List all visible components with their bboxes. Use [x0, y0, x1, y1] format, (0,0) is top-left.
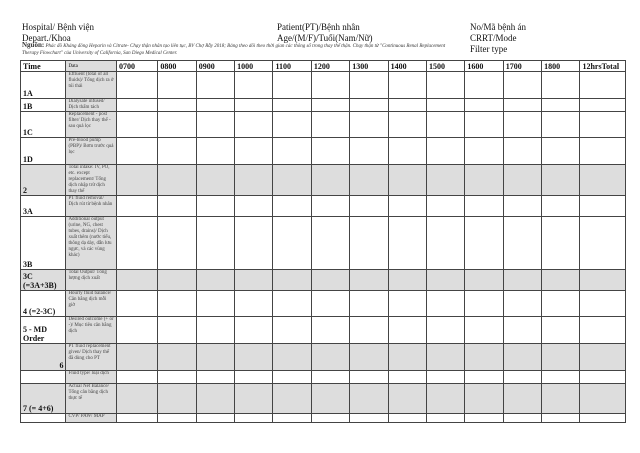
table-row — [21, 317, 626, 344]
entry-cell[interactable] — [235, 217, 273, 270]
entry-cell[interactable] — [158, 72, 196, 99]
header-right — [470, 22, 526, 55]
entry-cell[interactable] — [388, 414, 426, 423]
entry-cell[interactable] — [311, 317, 349, 344]
entry-cell[interactable] — [503, 270, 541, 291]
table-row — [21, 371, 626, 384]
entry-cell[interactable] — [116, 112, 157, 138]
entry-cell[interactable] — [542, 344, 580, 371]
entry-cell[interactable] — [350, 371, 388, 384]
row-time-label: 3C (=3A+3B) — [21, 270, 66, 291]
entry-cell[interactable] — [426, 371, 464, 384]
entry-cell[interactable] — [158, 291, 196, 317]
entry-cell[interactable] — [350, 217, 388, 270]
column-header: 0700 — [116, 61, 157, 72]
entry-cell[interactable] — [158, 112, 196, 138]
column-header: 1300 — [350, 61, 388, 72]
entry-cell[interactable] — [580, 112, 626, 138]
source-text: Phác đồ Kháng đông Heparin và Citrate- Chạy thận nhân tạo liên tục, BV Chợ Rẫy 2018; Bảng theo dõi theo thời gian các thông số trong thay thế thận. Chạy thận từ "Continuous Renal Replacement Therapy Flowchart" của University of California, San Diego Medical Center. — [22, 44, 446, 56]
entry-cell[interactable] — [350, 99, 388, 112]
entry-cell[interactable] — [196, 414, 234, 423]
entry-cell[interactable] — [542, 196, 580, 217]
entry-cell[interactable] — [116, 165, 157, 196]
entry-cell[interactable] — [116, 344, 157, 371]
entry-cell[interactable] — [196, 317, 234, 344]
row-time-label: 2 — [21, 165, 66, 196]
row-data-label: Total intake: IV, PO, etc. except replacement/ Tổng dịch nhập trừ dịch thay thế — [66, 165, 117, 196]
header-row — [21, 61, 626, 72]
entry-cell[interactable] — [273, 196, 311, 217]
column-header: 1700 — [503, 61, 541, 72]
column-header: 1500 — [426, 61, 464, 72]
column-header: 1100 — [273, 61, 311, 72]
entry-cell[interactable] — [350, 344, 388, 371]
entry-cell[interactable] — [350, 112, 388, 138]
entry-cell[interactable] — [503, 344, 541, 371]
entry-cell[interactable] — [426, 317, 464, 344]
entry-cell[interactable] — [580, 371, 626, 384]
entry-cell[interactable] — [158, 384, 196, 414]
entry-cell[interactable] — [196, 112, 234, 138]
entry-cell[interactable] — [542, 165, 580, 196]
entry-cell[interactable] — [273, 384, 311, 414]
entry-cell[interactable] — [503, 165, 541, 196]
entry-cell[interactable] — [503, 414, 541, 423]
row-data-label: Desired outcome (+ or -)/ Mục tiêu cân bằng dịch — [66, 317, 117, 344]
entry-cell[interactable] — [235, 165, 273, 196]
entry-cell[interactable] — [542, 384, 580, 414]
table-row — [21, 291, 626, 317]
entry-cell[interactable] — [465, 99, 503, 112]
source-label: Nguồn: — [22, 41, 45, 49]
entry-cell[interactable] — [116, 414, 157, 423]
entry-cell[interactable] — [158, 371, 196, 384]
entry-cell[interactable] — [426, 384, 464, 414]
entry-cell[interactable] — [580, 99, 626, 112]
entry-cell[interactable] — [465, 371, 503, 384]
entry-cell[interactable] — [196, 344, 234, 371]
table-row — [21, 72, 626, 99]
entry-cell[interactable] — [273, 72, 311, 99]
entry-cell[interactable] — [235, 414, 273, 423]
entry-cell[interactable] — [426, 414, 464, 423]
no-label: No/Mã bệnh án — [470, 22, 526, 32]
entry-cell[interactable] — [503, 317, 541, 344]
entry-cell[interactable] — [273, 165, 311, 196]
table-row — [21, 270, 626, 291]
entry-cell[interactable] — [158, 217, 196, 270]
entry-cell[interactable] — [311, 112, 349, 138]
entry-cell[interactable] — [350, 72, 388, 99]
entry-cell[interactable] — [580, 414, 626, 423]
entry-cell[interactable] — [273, 371, 311, 384]
row-data-label: Fluid type/ loại dịch — [66, 371, 117, 384]
entry-cell[interactable] — [273, 317, 311, 344]
entry-cell[interactable] — [388, 99, 426, 112]
entry-cell[interactable] — [350, 270, 388, 291]
entry-cell[interactable] — [503, 99, 541, 112]
entry-cell[interactable] — [350, 165, 388, 196]
row-time-label: 4 (=2-3C) — [21, 291, 66, 317]
entry-cell[interactable] — [196, 217, 234, 270]
entry-cell[interactable] — [542, 414, 580, 423]
entry-cell[interactable] — [580, 270, 626, 291]
entry-cell[interactable] — [311, 344, 349, 371]
entry-cell[interactable] — [542, 72, 580, 99]
entry-cell[interactable] — [273, 270, 311, 291]
entry-cell[interactable] — [235, 196, 273, 217]
column-header: 1400 — [388, 61, 426, 72]
entry-cell[interactable] — [273, 217, 311, 270]
entry-cell[interactable] — [388, 344, 426, 371]
entry-cell[interactable] — [116, 317, 157, 344]
entry-cell[interactable] — [158, 414, 196, 423]
entry-cell[interactable] — [388, 270, 426, 291]
entry-cell[interactable] — [465, 317, 503, 344]
entry-cell[interactable] — [388, 196, 426, 217]
column-header: 1000 — [235, 61, 273, 72]
entry-cell[interactable] — [311, 291, 349, 317]
entry-cell[interactable] — [235, 371, 273, 384]
entry-cell[interactable] — [196, 384, 234, 414]
entry-cell[interactable] — [350, 291, 388, 317]
table-row — [21, 99, 626, 112]
entry-cell[interactable] — [503, 112, 541, 138]
table-row — [21, 112, 626, 138]
entry-cell[interactable] — [235, 138, 273, 165]
entry-cell[interactable] — [235, 384, 273, 414]
entry-cell[interactable] — [580, 196, 626, 217]
entry-cell[interactable] — [426, 217, 464, 270]
table-row — [21, 217, 626, 270]
entry-cell[interactable] — [465, 196, 503, 217]
row-time-label: 7 (= 4+6) — [21, 384, 66, 414]
entry-cell[interactable] — [311, 414, 349, 423]
age-label: Age/(M/F)/Tuổi(Nam/Nữ) — [277, 33, 373, 43]
entry-cell[interactable] — [388, 384, 426, 414]
entry-cell[interactable] — [273, 112, 311, 138]
entry-cell[interactable] — [311, 371, 349, 384]
entry-cell[interactable] — [158, 165, 196, 196]
entry-cell[interactable] — [158, 344, 196, 371]
entry-cell[interactable] — [503, 217, 541, 270]
column-header: Data — [66, 61, 117, 72]
entry-cell[interactable] — [350, 384, 388, 414]
entry-cell[interactable] — [158, 270, 196, 291]
row-data-label: PT fluid replacement given/ Dịch thay thế đã dùng cho PT — [66, 344, 117, 371]
entry-cell[interactable] — [311, 138, 349, 165]
entry-cell[interactable] — [580, 217, 626, 270]
entry-cell[interactable] — [426, 138, 464, 165]
entry-cell[interactable] — [235, 344, 273, 371]
row-data-label: Pre-blood pump (PBP)/ Bơm trước quả lọc — [66, 138, 117, 165]
entry-cell[interactable] — [311, 270, 349, 291]
table-row — [21, 414, 626, 423]
column-header: 0800 — [158, 61, 196, 72]
entry-cell[interactable] — [426, 112, 464, 138]
entry-cell[interactable] — [388, 112, 426, 138]
entry-cell[interactable] — [465, 414, 503, 423]
entry-cell[interactable] — [542, 270, 580, 291]
crrt-label: CRRT/Mode — [470, 33, 517, 43]
entry-cell[interactable] — [196, 165, 234, 196]
row-data-label: Hourly fluid balance/ Cân bằng dịch mỗi giờ — [66, 291, 117, 317]
entry-cell[interactable] — [116, 291, 157, 317]
entry-cell[interactable] — [388, 165, 426, 196]
entry-cell[interactable] — [273, 344, 311, 371]
entry-cell[interactable] — [158, 196, 196, 217]
entry-cell[interactable] — [388, 317, 426, 344]
entry-cell[interactable] — [542, 317, 580, 344]
entry-cell[interactable] — [542, 138, 580, 165]
entry-cell[interactable] — [465, 165, 503, 196]
entry-cell[interactable] — [503, 371, 541, 384]
entry-cell[interactable] — [503, 138, 541, 165]
row-data-label: Total Output/ Tổng lượng dịch xuất — [66, 270, 117, 291]
entry-cell[interactable] — [158, 138, 196, 165]
row-data-label: CVP/ PAW/ MAP — [66, 414, 117, 423]
entry-cell[interactable] — [116, 270, 157, 291]
entry-cell[interactable] — [426, 99, 464, 112]
entry-cell[interactable] — [503, 72, 541, 99]
entry-cell[interactable] — [116, 196, 157, 217]
hospital-label: Hospital/ Bệnh viện — [22, 22, 94, 32]
source-note — [22, 42, 462, 57]
entry-cell[interactable] — [580, 317, 626, 344]
entry-cell[interactable] — [311, 165, 349, 196]
row-time-label: 1B — [21, 99, 66, 112]
entry-cell[interactable] — [465, 384, 503, 414]
entry-cell[interactable] — [580, 165, 626, 196]
entry-cell[interactable] — [116, 72, 157, 99]
row-time-label: 1C — [21, 112, 66, 138]
entry-cell[interactable] — [542, 217, 580, 270]
entry-cell[interactable] — [426, 291, 464, 317]
row-data-label: Additional output (urine, NG, chest tubes, drains)/ Dịch xuất thêm (nước tiểu, thông dạ dày, dẫn lưu ngực, và các vùng khác) — [66, 217, 117, 270]
entry-cell[interactable] — [388, 72, 426, 99]
entry-cell[interactable] — [273, 99, 311, 112]
entry-cell[interactable] — [311, 99, 349, 112]
entry-cell[interactable] — [311, 72, 349, 99]
entry-cell[interactable] — [116, 99, 157, 112]
crrt-flowchart-table — [20, 60, 626, 423]
table-row — [21, 196, 626, 217]
row-time-label: 3A — [21, 196, 66, 217]
entry-cell[interactable] — [542, 291, 580, 317]
entry-cell[interactable] — [465, 270, 503, 291]
row-time-label: 1A — [21, 72, 66, 99]
entry-cell[interactable] — [465, 72, 503, 99]
row-time-label: 1D — [21, 138, 66, 165]
row-data-label: Actual Net Balance/ Tổng cân bằng dịch thực tế — [66, 384, 117, 414]
entry-cell[interactable] — [426, 270, 464, 291]
entry-cell[interactable] — [158, 99, 196, 112]
entry-cell[interactable] — [196, 99, 234, 112]
entry-cell[interactable] — [196, 138, 234, 165]
entry-cell[interactable] — [503, 196, 541, 217]
entry-cell[interactable] — [235, 317, 273, 344]
patient-label: Patient(PT)/Bệnh nhân — [277, 22, 360, 32]
entry-cell[interactable] — [503, 384, 541, 414]
entry-cell[interactable] — [580, 138, 626, 165]
row-time-label — [21, 371, 66, 384]
entry-cell[interactable] — [196, 371, 234, 384]
entry-cell[interactable] — [426, 344, 464, 371]
entry-cell[interactable] — [235, 270, 273, 291]
entry-cell[interactable] — [116, 138, 157, 165]
entry-cell[interactable] — [196, 72, 234, 99]
entry-cell[interactable] — [116, 371, 157, 384]
row-time-label: 5 - MD Order — [21, 317, 66, 344]
entry-cell[interactable] — [580, 384, 626, 414]
column-header: 1800 — [542, 61, 580, 72]
entry-cell[interactable] — [388, 138, 426, 165]
row-time-label: 6 — [21, 344, 66, 371]
row-data-label: Effluent (total of all fluids)/ Tổng dịch ra ở túi thải — [66, 72, 117, 99]
entry-cell[interactable] — [542, 112, 580, 138]
entry-cell[interactable] — [465, 344, 503, 371]
entry-cell[interactable] — [196, 291, 234, 317]
entry-cell[interactable] — [235, 72, 273, 99]
column-header: 12hrsTotal — [580, 61, 626, 72]
row-time-label — [21, 414, 66, 423]
column-header: 1600 — [465, 61, 503, 72]
entry-cell[interactable] — [196, 270, 234, 291]
entry-cell[interactable] — [465, 138, 503, 165]
entry-cell[interactable] — [388, 217, 426, 270]
column-header: Time — [21, 61, 66, 72]
entry-cell[interactable] — [426, 196, 464, 217]
table-row — [21, 138, 626, 165]
header-mid — [277, 22, 373, 44]
entry-cell[interactable] — [580, 344, 626, 371]
entry-cell[interactable] — [273, 291, 311, 317]
entry-cell[interactable] — [350, 138, 388, 165]
entry-cell[interactable] — [580, 72, 626, 99]
table-row — [21, 344, 626, 371]
row-data-label: Replacement - post filter/ Dịch thay thế - sau quả lọc — [66, 112, 117, 138]
entry-cell[interactable] — [116, 384, 157, 414]
entry-cell[interactable] — [465, 217, 503, 270]
entry-cell[interactable] — [116, 217, 157, 270]
entry-cell[interactable] — [158, 317, 196, 344]
entry-cell[interactable] — [426, 165, 464, 196]
filter-label: Filter type — [470, 44, 508, 54]
column-header: 1200 — [311, 61, 349, 72]
entry-cell[interactable] — [580, 291, 626, 317]
entry-cell[interactable] — [503, 291, 541, 317]
column-header: 0900 — [196, 61, 234, 72]
entry-cell[interactable] — [235, 112, 273, 138]
entry-cell[interactable] — [273, 138, 311, 165]
entry-cell[interactable] — [465, 112, 503, 138]
entry-cell[interactable] — [388, 371, 426, 384]
entry-cell[interactable] — [388, 291, 426, 317]
row-data-label: PT fluid removal/ Dịch rút từ bệnh nhân — [66, 196, 117, 217]
entry-cell[interactable] — [311, 217, 349, 270]
entry-cell[interactable] — [235, 291, 273, 317]
entry-cell[interactable] — [465, 291, 503, 317]
entry-cell[interactable] — [350, 414, 388, 423]
row-data-label: Dialysate infused/ Dịch thẩm tách — [66, 99, 117, 112]
entry-cell[interactable] — [311, 384, 349, 414]
entry-cell[interactable] — [235, 99, 273, 112]
table-row — [21, 165, 626, 196]
entry-cell[interactable] — [196, 196, 234, 217]
entry-cell[interactable] — [426, 72, 464, 99]
row-time-label: 3B — [21, 217, 66, 270]
entry-cell[interactable] — [273, 414, 311, 423]
entry-cell[interactable] — [542, 99, 580, 112]
entry-cell[interactable] — [350, 196, 388, 217]
entry-cell[interactable] — [542, 371, 580, 384]
entry-cell[interactable] — [311, 196, 349, 217]
entry-cell[interactable] — [350, 317, 388, 344]
depart-label: Depart./Khoa — [22, 33, 71, 43]
table-row — [21, 384, 626, 414]
